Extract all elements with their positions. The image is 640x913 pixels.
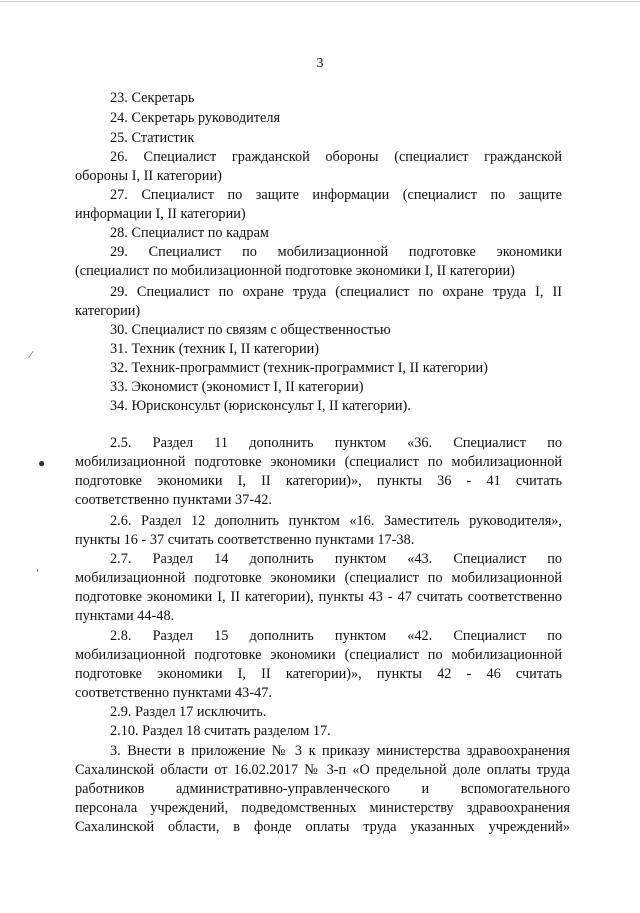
text-line: мобилизационной подготовке экономики (специалист по мобилизационной bbox=[75, 647, 562, 663]
scan-mark: ‘ bbox=[36, 568, 40, 579]
text-line: обороны I, II категории) bbox=[75, 168, 222, 184]
text-line: соответственно пунктами 37-42. bbox=[75, 492, 272, 508]
text-line: 26. Специалист гражданской обороны (специалист гражданской bbox=[110, 149, 562, 165]
text-line: мобилизационной подготовке экономики (специалист по мобилизационной bbox=[75, 570, 562, 586]
text-line: 2.5. Раздел 11 дополнить пунктом «36. Специалист по bbox=[110, 435, 562, 451]
text-line: 34. Юрисконсульт (юрисконсульт I, II категории). bbox=[110, 398, 411, 414]
text-line: подготовке экономики I, II категории)», пункты 36 - 41 считать bbox=[75, 473, 562, 489]
text-line: 29. Специалист по охране труда (специалист по охране труда I, II bbox=[110, 284, 562, 300]
text-line: подготовке экономики I, II категории)», пункты 42 - 46 считать bbox=[75, 666, 562, 682]
text-line: 23. Секретарь bbox=[110, 90, 195, 106]
text-line: 2.9. Раздел 17 исключить. bbox=[110, 704, 267, 720]
text-line: 2.8. Раздел 15 дополнить пунктом «42. Специалист по bbox=[110, 628, 562, 644]
text-line: мобилизационной подготовке экономики (специалист по мобилизационной bbox=[75, 454, 562, 470]
text-line: категории) bbox=[75, 303, 141, 319]
text-line: 2.6. Раздел 12 дополнить пунктом «16. Заместитель руководителя», bbox=[110, 513, 562, 529]
text-line: пункты 16 - 37 считать соответственно пунктами 17-38. bbox=[75, 532, 415, 548]
scan-mark: ⁄ bbox=[30, 350, 32, 361]
text-line: Сахалинской области, в фонде оплаты труда указанных учреждений» bbox=[75, 819, 570, 835]
text-line: 25. Статистик bbox=[110, 130, 195, 146]
scan-edge-line bbox=[0, 1, 640, 2]
text-line: информации I, II категории) bbox=[75, 206, 246, 222]
text-line: 32. Техник-программист (техник-программист I, II категории) bbox=[110, 360, 488, 376]
text-line: (специалист по мобилизационной подготовке экономики I, II категории) bbox=[75, 263, 515, 279]
text-line: 28. Специалист по кадрам bbox=[110, 225, 269, 241]
text-line: 31. Техник (техник I, II категории) bbox=[110, 341, 320, 357]
text-line: подготовке экономики I, II категории), пункты 43 - 47 считать соответственно bbox=[75, 589, 562, 605]
text-line: 27. Специалист по защите информации (специалист по защите bbox=[110, 187, 562, 203]
scan-mark: ● bbox=[38, 456, 46, 470]
text-line: Сахалинской области от 16.02.2017 № 3-п «О предельной доле оплаты труда bbox=[75, 762, 570, 778]
text-line: 2.10. Раздел 18 считать разделом 17. bbox=[110, 723, 331, 739]
text-line: 29. Специалист по мобилизационной подготовке экономики bbox=[110, 244, 562, 260]
page-number: 3 bbox=[316, 56, 324, 71]
text-line: 2.7. Раздел 14 дополнить пунктом «43. Специалист по bbox=[110, 551, 562, 567]
text-line: персонала учреждений, подведомственных министерству здравоохранения bbox=[75, 800, 570, 816]
text-line: 33. Экономист (экономист I, II категории) bbox=[110, 379, 364, 395]
text-line: 24. Секретарь руководителя bbox=[110, 110, 281, 126]
text-line: 30. Специалист по связям с общественностью bbox=[110, 322, 391, 338]
text-line: работников административно-управленческого и вспомогательного bbox=[75, 781, 570, 797]
text-line: соответственно пунктами 43-47. bbox=[75, 685, 272, 701]
text-line: пунктами 44-48. bbox=[75, 608, 175, 624]
text-line: 3. Внести в приложение № 3 к приказу министерства здравоохранения bbox=[110, 743, 570, 759]
